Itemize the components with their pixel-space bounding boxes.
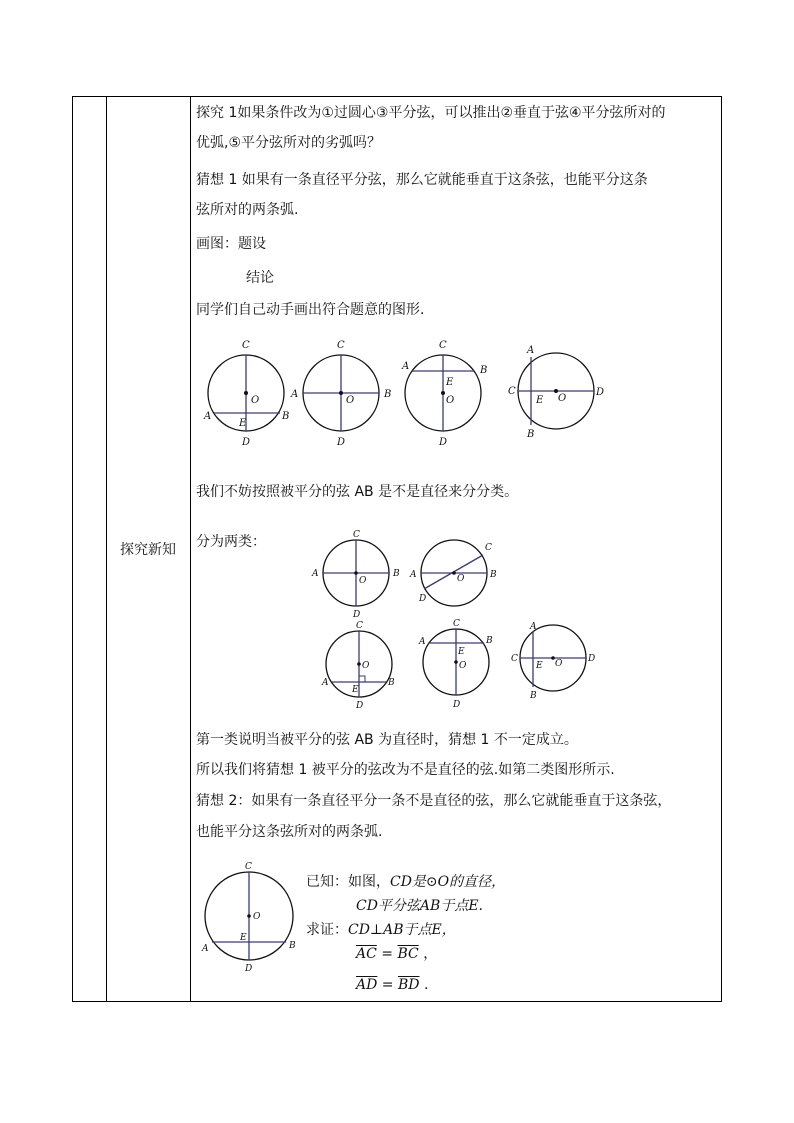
- svg-text:O: O: [446, 395, 455, 406]
- arc-equation-2: $\overline{AD} = \overline{BD}$ .: [356, 971, 428, 1000]
- svg-text:D: D: [356, 701, 364, 711]
- svg-text:C: C: [511, 654, 518, 664]
- svg-text:A: A: [419, 637, 426, 647]
- svg-text:E: E: [536, 661, 543, 671]
- svg-text:E: E: [536, 395, 544, 406]
- figure-two-types: [312, 530, 616, 712]
- svg-text:D: D: [588, 654, 596, 664]
- svg-text:B: B: [282, 411, 290, 422]
- svg-text:A: A: [410, 570, 417, 580]
- svg-text:B: B: [480, 365, 488, 376]
- table-divider-2: [190, 97, 191, 1001]
- svg-text:B: B: [384, 389, 392, 400]
- svg-text:D: D: [242, 437, 251, 448]
- svg-text:A: A: [204, 411, 212, 422]
- svg-text:C: C: [453, 619, 460, 629]
- svg-text:B: B: [530, 691, 537, 701]
- svg-text:A: A: [527, 345, 535, 356]
- svg-text:D: D: [453, 700, 461, 710]
- draw-hint: 画图：题设: [196, 236, 266, 252]
- figure-row-drawings: [196, 335, 721, 455]
- circle-fig-1: [203, 340, 289, 448]
- svg-text:O: O: [459, 661, 467, 671]
- svg-text:O: O: [253, 912, 261, 922]
- type2-fig-2: [418, 619, 493, 710]
- guess2-line-2: 也能平分这条弦所对的两条弧.: [196, 824, 383, 840]
- svg-text:E: E: [458, 647, 465, 657]
- svg-text:O: O: [251, 395, 260, 406]
- svg-text:D: D: [353, 610, 361, 620]
- svg-text:B: B: [388, 678, 395, 688]
- prove-label: 求证：: [306, 922, 348, 938]
- guess1-line-1: 猜想 1 如果有一条直径平分弦，那么它就能垂直于这条弦，也能平分这条: [196, 172, 648, 188]
- svg-text:A: A: [322, 678, 329, 688]
- prove-body: CD⊥AB于点E，: [348, 922, 456, 938]
- svg-text:B: B: [486, 636, 493, 646]
- svg-text:C: C: [508, 386, 516, 397]
- classify-text: 我们不妨按照被平分的弦 AB 是不是直径来分分类。: [196, 484, 519, 500]
- conclusion-hint: 结论: [246, 270, 274, 286]
- arc-BD: $\overline{BD}$: [397, 977, 420, 993]
- svg-text:D: D: [245, 964, 253, 974]
- svg-text:D: D: [337, 437, 346, 448]
- students-instruction: 同学们自己动手画出符合题意的图形.: [196, 302, 425, 318]
- svg-text:O: O: [359, 576, 367, 586]
- svg-text:A: A: [291, 389, 299, 400]
- svg-text:B: B: [289, 941, 296, 951]
- circle-fig-4: [508, 345, 604, 440]
- guess1-line-2: 弦所对的两条弧.: [196, 202, 299, 218]
- explore-line-2: 优弧,⑤平分弦所对的劣弧吗？: [196, 135, 382, 151]
- svg-text:B: B: [490, 570, 497, 580]
- svg-text:C: C: [353, 530, 360, 540]
- svg-text:C: C: [337, 340, 345, 351]
- so-change-text: 所以我们将猜想 1 被平分的弦改为不是直径的弦.如第二类图形所示.: [196, 762, 615, 778]
- svg-text:A: A: [402, 361, 410, 372]
- svg-text:C: C: [439, 340, 447, 351]
- arc-BC: $\overline{BC}$: [397, 946, 419, 962]
- svg-text:E: E: [352, 685, 359, 695]
- type1-fig-two-diameters: [409, 540, 497, 606]
- svg-text:D: D: [439, 437, 448, 448]
- svg-text:E: E: [239, 418, 247, 429]
- svg-text:O: O: [346, 395, 355, 406]
- svg-text:E: E: [240, 933, 247, 943]
- svg-text:C: C: [242, 340, 250, 351]
- arc-equation-1: $\overline{AC} = \overline{BC}$ ，: [356, 940, 437, 969]
- svg-text:C: C: [245, 862, 252, 872]
- arc-AD: $\overline{AD}$: [356, 977, 378, 993]
- circle-fig-2: [290, 340, 391, 448]
- known-label: 已知：如图，: [306, 874, 390, 890]
- type1-fig-diameter: [311, 530, 400, 620]
- first-type-text: 第一类说明当被平分的弦 AB 为直径时，猜想 1 不一定成立。: [196, 732, 578, 748]
- svg-text:D: D: [596, 387, 605, 398]
- svg-text:B: B: [527, 429, 535, 440]
- arc-AC: $\overline{AC}$: [356, 946, 377, 962]
- svg-text:C: C: [356, 621, 363, 631]
- svg-text:A: A: [312, 569, 319, 579]
- svg-text:O: O: [558, 393, 567, 404]
- svg-text:O: O: [555, 659, 563, 669]
- two-types-text: 分为两类：: [196, 534, 266, 550]
- circle-fig-3: [401, 340, 487, 448]
- svg-text:C: C: [485, 543, 492, 553]
- known-line2-text: CD平分弦AB于点E.: [356, 898, 484, 914]
- svg-text:A: A: [202, 944, 209, 954]
- lesson-table: [72, 96, 722, 1002]
- svg-text:B: B: [393, 569, 400, 579]
- svg-text:O: O: [362, 661, 370, 671]
- type2-fig-1: [321, 621, 395, 711]
- svg-text:A: A: [530, 622, 537, 632]
- proof-figure: [196, 861, 306, 976]
- guess2-line-1: 猜想 2：如果有一条直径平分一条不是直径的弦，那么它就能垂直于这条弦，: [196, 793, 672, 809]
- svg-text:E: E: [446, 377, 454, 388]
- section-label: 探究新知: [120, 542, 176, 558]
- svg-text:D: D: [419, 594, 427, 604]
- type2-fig-3: [511, 622, 595, 701]
- known-body: CD是⊙O的直径，: [390, 874, 506, 890]
- explore-line-1: 探究 1如果条件改为①过圆心③平分弦，可以推出②垂直于弦④平分弦所对的: [196, 105, 666, 121]
- svg-text:O: O: [457, 574, 465, 584]
